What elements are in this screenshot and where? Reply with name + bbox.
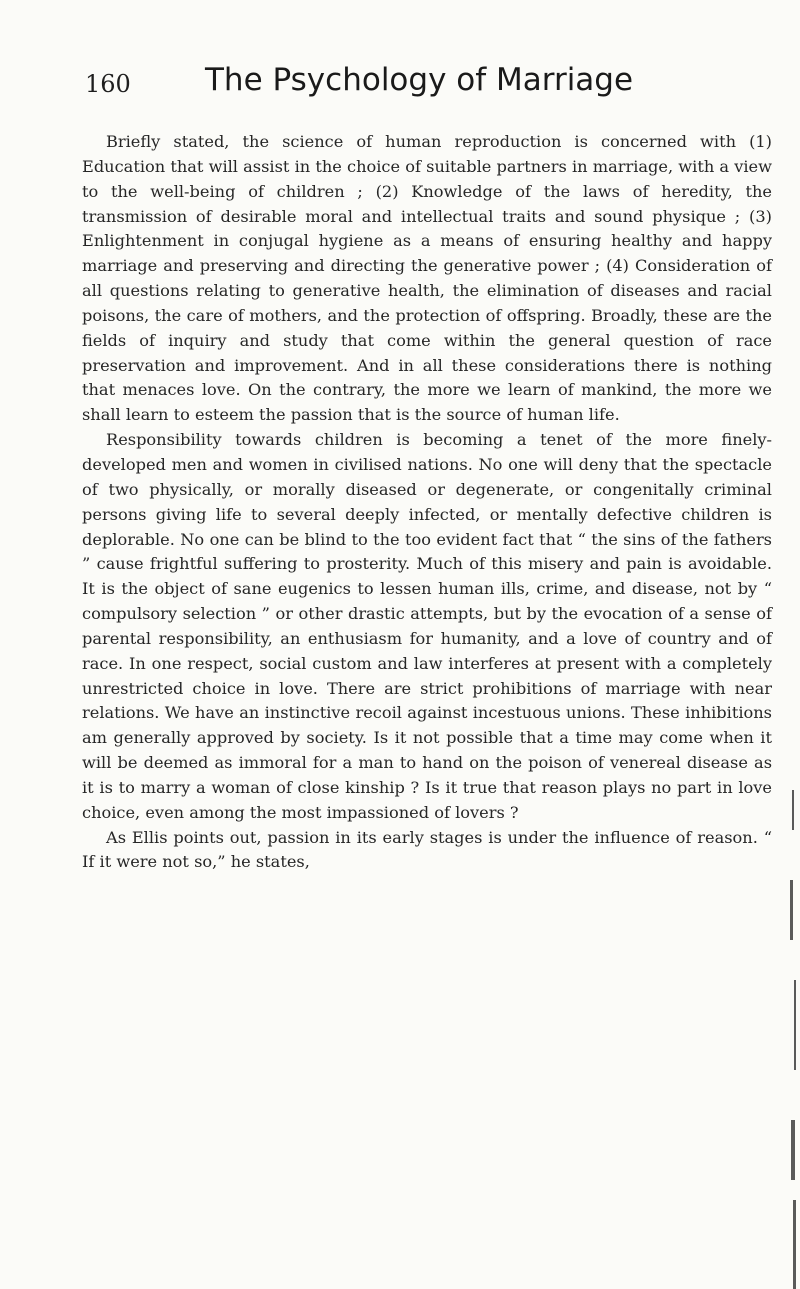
page-edge-shadow <box>778 700 800 1289</box>
edge-mark <box>793 1200 796 1289</box>
page-header <box>85 62 685 112</box>
paragraph-ellis: As Ellis points out, passion in its early stages is under the influence of reason. “ If it were not so,” he states, <box>82 827 772 872</box>
edge-mark <box>791 1120 795 1180</box>
body-text <box>82 130 772 875</box>
edge-mark <box>790 880 793 940</box>
edge-mark <box>794 980 796 1070</box>
paragraph-science-of-reproduction: Briefly stated, the science of human reproduction is concerned with (1) Education that will assist in the choice of suitable partners in marriage, with a view to the well-being of children ; (2) Knowledge of the laws of heredity, the transmission of desirable moral and intellectual traits and sound physique ; (3) Enlightenment in conjugal hygiene as a means of ensuring healthy and happy marriage and preserving and directing the generative power ; (4) Consideration of all questions relating to generative health, the elimination of diseases and racial poisons, the care of mothers, and the protection of offspring. Broadly, these are the fields of inquiry and study that come within the general question of race preservation and improvement. And in all these considerations there is nothing that menaces love. On the contrary, the more we learn of mankind, the more we shall learn to esteem the passion that is the source of human life. <box>82 132 772 425</box>
running-title: The Psychology of Marriage <box>205 62 634 98</box>
page-number: 160 <box>85 70 131 98</box>
edge-mark <box>792 790 794 830</box>
paragraph-responsibility: Responsibility towards children is becoming a tenet of the more finely-developed men and women in civilised nations. No one will deny that the spectacle of two physically, or morally diseased or degenerate, or congenitally criminal persons giving life to several deeply infected, or mentally defective children is deplorable. No one can be blind to the too evident fact that “ the sins of the fathers ” cause frightful suffering to prosterity. Much of this misery and pain is avoidable. It is the object of sane eugenics to lessen human ills, crime, and disease, not by “ compulsory selection ” or other drastic attempts, but by the evocation of a sense of parental responsibility, an enthusiasm for humanity, and a love of country and of race. In one respect, social custom and law interferes at present with a completely unrestricted choice in love. There are strict prohibitions of marriage with near relations. We have an instinctive recoil against incestuous unions. These inhibitions am generally approved by society. Is it not possible that a time may come when it will be deemed as immoral for a man to hand on the poison of venereal disease as it is to marry a woman of close kinship ? Is it true that reason plays no part in love choice, even among the most impassioned of lovers ? <box>82 430 772 822</box>
